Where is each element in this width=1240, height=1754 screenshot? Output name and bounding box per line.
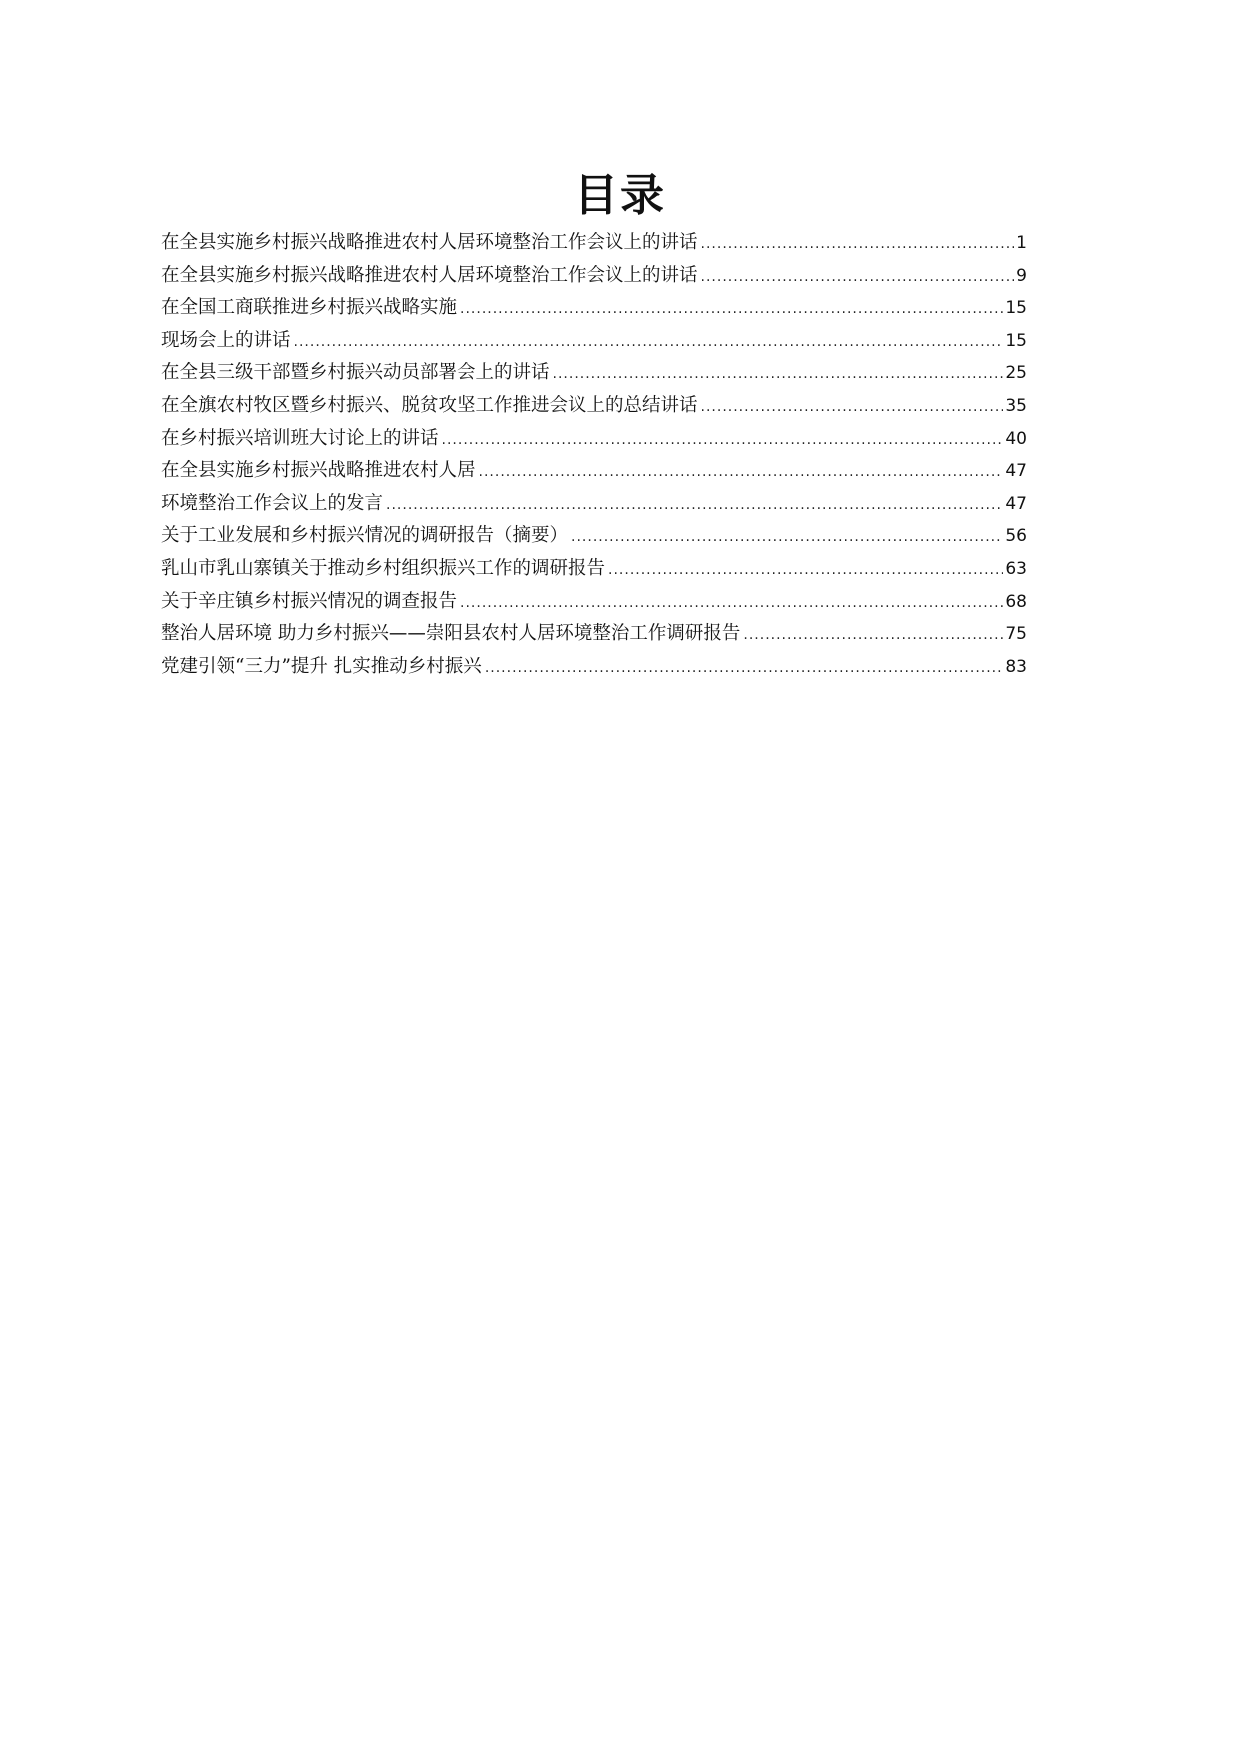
toc-entry[interactable] [161,651,1027,684]
toc-entry-text: 关于工业发展和乡村振兴情况的调研报告（摘要） [161,525,569,547]
toc-entry-page: 1 [1016,233,1027,253]
toc-entry-text: 在乡村振兴培训班大讨论上的讲话 [161,427,439,449]
toc-entry-page: 35 [1005,395,1027,416]
toc-entry-title-part: 整治人居环境 助力乡村振兴 [161,623,389,645]
toc-entry-text: 关于辛庄镇乡村振兴情况的调查报告 [161,590,458,612]
toc-entry[interactable] [161,618,1027,651]
toc-entry[interactable] [161,455,1027,488]
toc-entry-page: 75 [1005,624,1027,645]
toc-entry[interactable] [161,357,1027,390]
toc-entry-subtitle-part: ——崇阳县农村人居环境整治工作调研报告 [388,623,741,645]
toc-entry[interactable] [161,488,1027,521]
toc-entry-page: 68 [1005,591,1027,612]
toc-entry[interactable] [161,325,1027,358]
toc-entry[interactable] [161,260,1027,293]
toc-entry-text: 在全县实施乡村振兴战略推进农村人居环境整治工作会议上的讲话 [161,232,698,253]
toc-entry-text: 乳山市乳山寨镇关于推动乡村组织振兴工作的调研报告 [161,557,606,579]
toc-entry-text: 在全县实施乡村振兴战略推进农村人居 [161,460,476,482]
toc-entry-text: 在全国工商联推进乡村振兴战略实施 [161,297,458,319]
dot-leader [701,391,1004,424]
toc-entry[interactable] [161,390,1027,423]
dot-leader [386,489,1003,522]
toc-entry-page: 15 [1005,298,1027,319]
toc-entry-page: 40 [1005,428,1027,449]
toc-entry-text [161,618,740,651]
dot-leader [485,652,1004,685]
toc-entry[interactable] [161,586,1027,619]
toc-entry[interactable] [161,423,1027,456]
toc-title: 目录 [574,170,666,221]
toc-entry-text: 在全县三级干部暨乡村振兴动员部署会上的讲话 [161,362,550,384]
toc-entry-page: 47 [1005,493,1027,514]
toc-entry-page: 25 [1005,363,1027,384]
toc-entry[interactable] [161,553,1027,586]
dot-leader [553,358,1004,391]
toc-entry-text: 环境整治工作会议上的发言 [161,492,384,514]
dot-leader [294,326,1004,359]
toc-entry[interactable] [161,520,1027,553]
toc-entry-page: 83 [1005,656,1027,677]
toc-entry[interactable] [161,227,1027,260]
dot-leader [701,228,1015,261]
toc-entry-text: 现场会上的讲话 [161,329,291,351]
toc-entry[interactable] [161,292,1027,325]
dot-leader [608,554,1003,587]
toc-entry-page: 56 [1005,526,1027,547]
toc-entry-page: 63 [1005,558,1027,579]
dot-leader [442,424,1004,457]
dot-leader [460,587,1003,620]
toc-entry-page: 47 [1005,461,1027,482]
toc-entry-page: 15 [1005,330,1027,351]
dot-leader [701,261,1015,294]
dot-leader [479,456,1004,489]
dot-leader [460,293,1003,326]
dot-leader [743,619,1003,652]
toc-entry-text: 在全旗农村牧区暨乡村振兴、脱贫攻坚工作推进会议上的总结讲话 [161,394,698,416]
toc-entry-text: 在全县实施乡村振兴战略推进农村人居环境整治工作会议上的讲话 [161,264,698,286]
toc-entry-page: 9 [1016,265,1027,286]
dot-leader [571,521,1003,554]
toc-list [161,227,1027,683]
toc-entry-text: 党建引领“三力”提升 扎实推动乡村振兴 [161,655,482,677]
